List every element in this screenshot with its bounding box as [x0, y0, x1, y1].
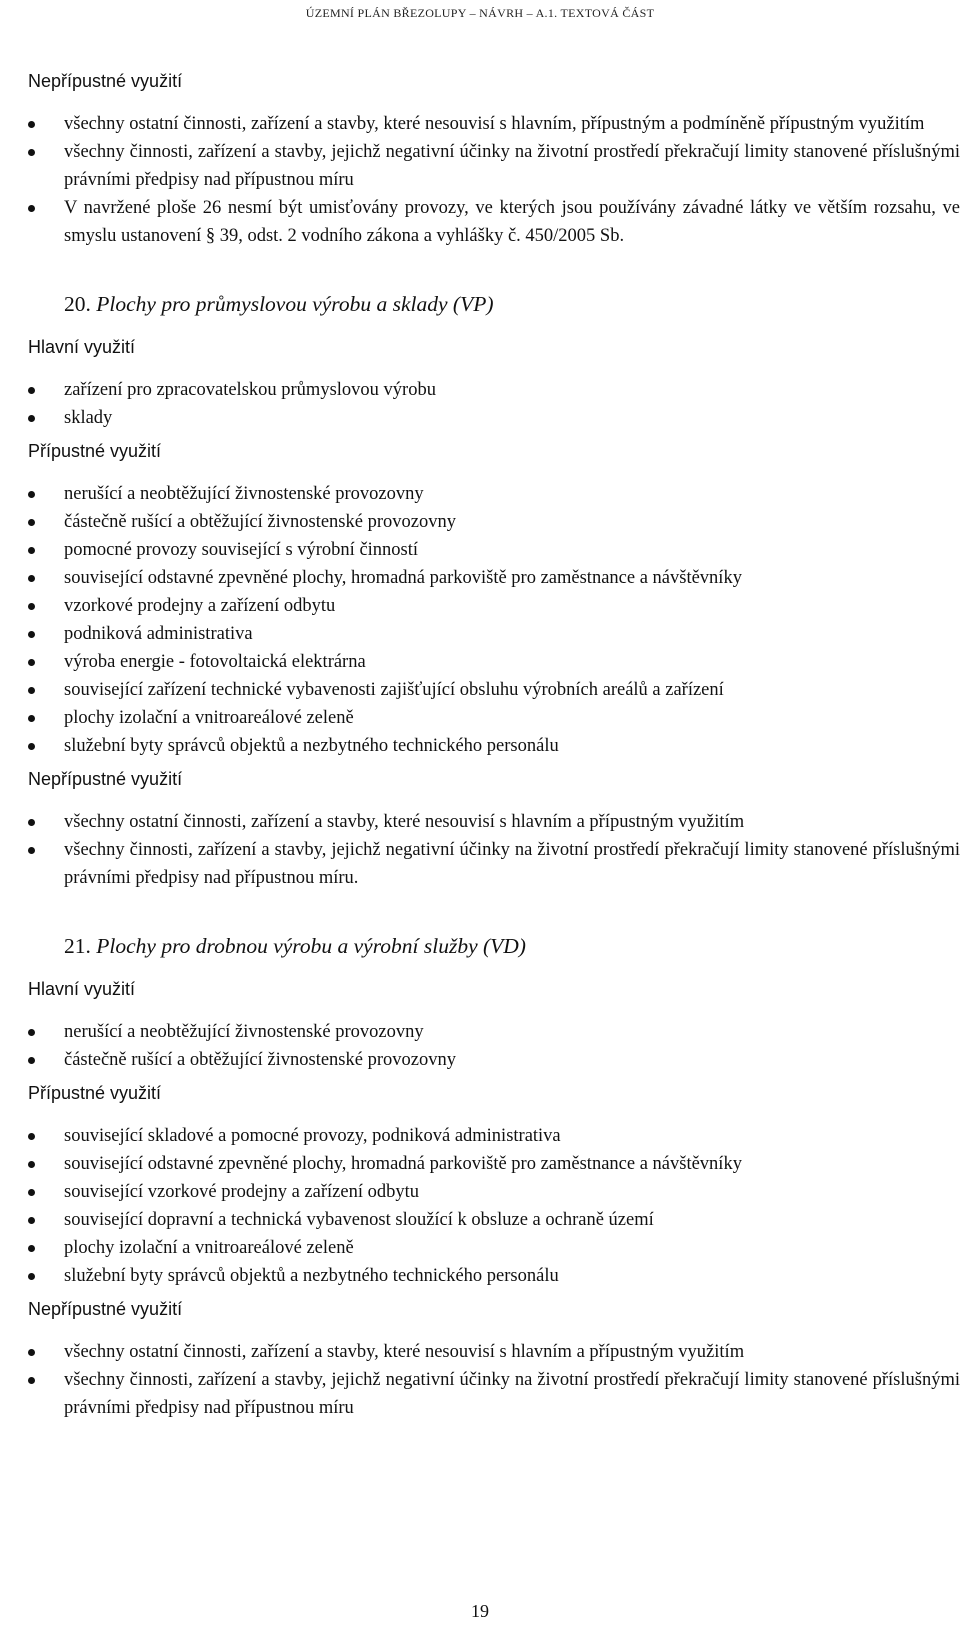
list-item: všechny ostatní činnosti, zařízení a stavby, které nesouvisí s hlavním a přípustným využitím: [28, 808, 960, 836]
list-item: nerušící a neobtěžující živnostenské provozovny: [28, 1018, 960, 1046]
main-use-heading: Hlavní využití: [28, 979, 136, 999]
list-item: nerušící a neobtěžující živnostenské provozovny: [28, 480, 960, 508]
list-item: související zařízení technické vybavenosti zajišťující obsluhu výrobních areálů a zařízení: [28, 676, 960, 704]
list-item: související odstavné zpevněné plochy, hromadná parkoviště pro zaměstnance a návštěvníky: [28, 564, 960, 592]
page-header: ÚZEMNÍ PLÁN BŘEZOLUPY – NÁVRH – A.1. TEXTOVÁ ČÁST: [305, 6, 655, 20]
main-use-heading: Hlavní využití: [28, 337, 136, 357]
list-item: všechny činnosti, zařízení a stavby, jejichž negativní účinky na životní prostředí překračují limity stanovené příslušnými právními předpisy nad přípustnou míru: [28, 1366, 960, 1422]
list-item: částečně rušící a obtěžující živnostenské provozovny: [28, 1046, 960, 1074]
list-item: výroba energie - fotovoltaická elektrárna: [28, 648, 960, 676]
section-title-text: Plochy pro drobnou výrobu a výrobní služby (VD): [96, 934, 526, 958]
allowed-use-list: [28, 1122, 960, 1290]
list-item: plochy izolační a vnitroareálové zeleně: [28, 1234, 960, 1262]
list-item: plochy izolační a vnitroareálové zeleně: [28, 704, 960, 732]
top-block: [28, 70, 960, 250]
allowed-use-heading: Přípustné využití: [28, 1083, 162, 1103]
section-title: [64, 290, 960, 318]
list-item: vzorkové prodejny a zařízení odbytu: [28, 592, 960, 620]
list-item: všechny činnosti, zařízení a stavby, jejichž negativní účinky na životní prostředí překračují limity stanovené příslušnými právními předpisy nad přípustnou míru: [28, 138, 960, 194]
main-use-list: [28, 1018, 960, 1074]
list-item: všechny ostatní činnosti, zařízení a stavby, které nesouvisí s hlavním a přípustným využitím: [28, 1338, 960, 1366]
forbidden-use-list: [28, 110, 960, 250]
list-item: související vzorkové prodejny a zařízení odbytu: [28, 1178, 960, 1206]
section-title-text: Plochy pro průmyslovou výrobu a sklady (VP): [96, 292, 494, 316]
list-item: všechny činnosti, zařízení a stavby, jejichž negativní účinky na životní prostředí překračují limity stanovené příslušnými právními předpisy nad přípustnou míru.: [28, 836, 960, 892]
section-21: [28, 932, 960, 1422]
list-item: podniková administrativa: [28, 620, 960, 648]
allowed-use-list: [28, 480, 960, 760]
section-number: 21.: [64, 934, 91, 958]
section-20: [28, 290, 960, 892]
forbidden-use-heading: Nepřípustné využití: [28, 1299, 183, 1319]
list-item: související dopravní a technická vybavenost sloužící k obsluze a ochraně území: [28, 1206, 960, 1234]
list-item: související odstavné zpevněné plochy, hromadná parkoviště pro zaměstnance a návštěvníky: [28, 1150, 960, 1178]
forbidden-use-heading: Nepřípustné využití: [28, 71, 183, 91]
document-body: [28, 70, 960, 1430]
list-item: částečně rušící a obtěžující živnostenské provozovny: [28, 508, 960, 536]
list-item: související skladové a pomocné provozy, podniková administrativa: [28, 1122, 960, 1150]
main-use-list: [28, 376, 960, 432]
forbidden-use-list: [28, 808, 960, 892]
forbidden-use-heading: Nepřípustné využití: [28, 769, 183, 789]
list-item: sklady: [28, 404, 960, 432]
list-item: všechny ostatní činnosti, zařízení a stavby, které nesouvisí s hlavním, přípustným a podmíněně přípustným využitím: [28, 110, 960, 138]
list-item: pomocné provozy související s výrobní činností: [28, 536, 960, 564]
section-number: 20.: [64, 292, 91, 316]
list-item: V navržené ploše 26 nesmí být umisťovány provozy, ve kterých jsou používány závadné látky ve větším rozsahu, ve smyslu ustanovení § 39, odst. 2 vodního zákona a vyhlášky č. 450/2005 Sb.: [28, 194, 960, 250]
page-number: 19: [471, 1601, 489, 1621]
forbidden-use-list: [28, 1338, 960, 1422]
allowed-use-heading: Přípustné využití: [28, 441, 162, 461]
list-item: služební byty správců objektů a nezbytného technického personálu: [28, 1262, 960, 1290]
section-title: [64, 932, 960, 960]
list-item: služební byty správců objektů a nezbytného technického personálu: [28, 732, 960, 760]
list-item: zařízení pro zpracovatelskou průmyslovou výrobu: [28, 376, 960, 404]
